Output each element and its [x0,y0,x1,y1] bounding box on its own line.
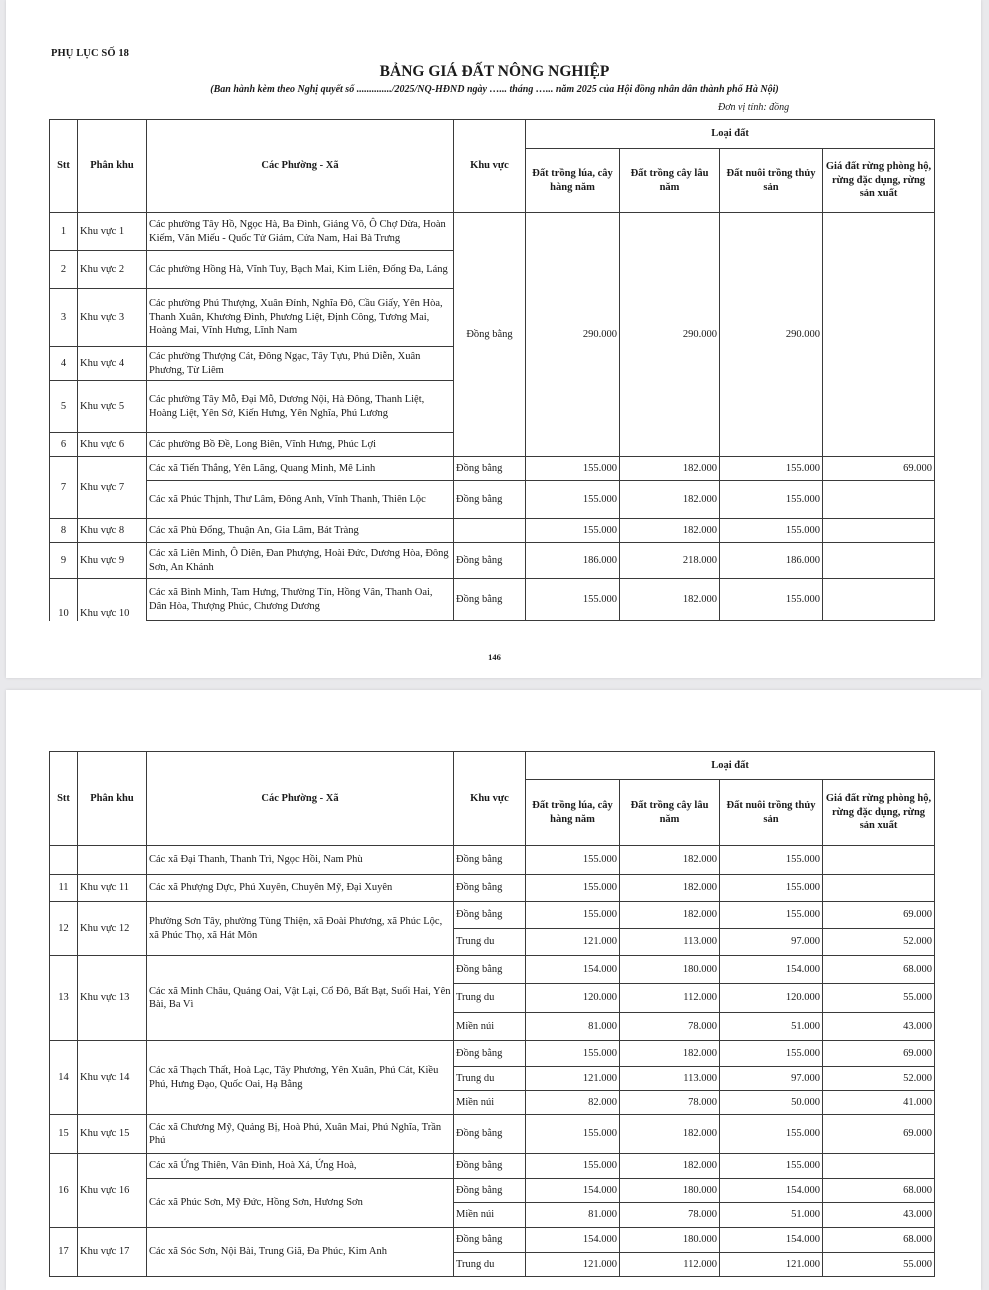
khu-vuc-cell: Đồng bằng [454,1179,526,1203]
price-rice-cell: 81.000 [526,1013,620,1041]
price-perennial-cell: 182.000 [620,1154,720,1179]
stt-cell: 4 [50,347,78,381]
khu-vuc-cell: Đồng bằng [454,457,526,481]
price-perennial-cell: 182.000 [620,846,720,875]
price-rice-cell: 155.000 [526,481,620,519]
wards-cell: Các xã Chương Mỹ, Quảng Bị, Hoà Phú, Xuân Mai, Phú Nghĩa, Trần Phú [147,1115,454,1154]
price-forest-cell: 68.000 [823,956,935,984]
phan-khu-cell: Khu vực 7 [78,457,147,519]
price-forest-cell [823,846,935,875]
land-price-table-page2 [49,751,935,1277]
price-forest-cell: 69.000 [823,1115,935,1154]
table-row [50,579,935,621]
price-perennial-cell: 112.000 [620,1253,720,1277]
khu-vuc-cell [454,519,526,543]
header-khu-vuc: Khu vực [454,120,526,213]
price-perennial-cell: 182.000 [620,1115,720,1154]
stt-cell: 2 [50,251,78,289]
wards-cell: Các xã Phúc Sơn, Mỹ Đức, Hồng Sơn, Hương Sơn [147,1179,454,1228]
price-aquaculture-cell: 155.000 [720,875,823,902]
header-rice-annual: Đất trồng lúa, cây hàng năm [526,149,620,213]
price-aquaculture-cell: 97.000 [720,929,823,956]
price-forest-cell [823,519,935,543]
unit-label: Đơn vị tính: đồng [718,102,790,113]
header-perennial: Đất trồng cây lâu năm [620,780,720,846]
phan-khu-cell: Khu vực 12 [78,902,147,956]
price-perennial-cell: 182.000 [620,579,720,621]
wards-cell: Các xã Phúc Thịnh, Thư Lâm, Đông Anh, Vĩnh Thanh, Thiên Lộc [147,481,454,519]
price-aquaculture-cell: 121.000 [720,1253,823,1277]
price-rice-cell: 81.000 [526,1203,620,1228]
price-forest-cell: 69.000 [823,902,935,929]
stt-cell: 3 [50,289,78,347]
header-stt: Stt [50,120,78,213]
table-header-row [50,752,935,780]
price-forest-cell [823,481,935,519]
price-rice-cell: 290.000 [526,213,620,457]
price-rice-cell: 155.000 [526,1115,620,1154]
document-title: BẢNG GIÁ ĐẤT NÔNG NGHIỆP [379,63,610,80]
phan-khu-cell: Khu vực 16 [78,1154,147,1228]
stt-cell: 11 [50,875,78,902]
wards-cell: Các xã Minh Châu, Quảng Oai, Vật Lại, Cổ Đô, Bất Bạt, Suối Hai, Yên Bài, Ba Vì [147,956,454,1041]
price-perennial-cell: 218.000 [620,543,720,579]
khu-vuc-cell: Đồng bằng [454,1154,526,1179]
table-row [50,1154,935,1179]
khu-vuc-cell: Đồng bằng [454,956,526,984]
price-perennial-cell: 180.000 [620,1228,720,1253]
land-price-table-page1 [49,119,935,621]
wards-cell: Các xã Phù Đổng, Thuận An, Gia Lâm, Bát Tràng [147,519,454,543]
phan-khu-cell: Khu vực 14 [78,1041,147,1115]
phan-khu-cell: Khu vực 15 [78,1115,147,1154]
khu-vuc-cell: Trung du [454,984,526,1013]
price-aquaculture-cell: 186.000 [720,543,823,579]
price-forest-cell: 52.000 [823,1067,935,1091]
khu-vuc-cell: Miền núi [454,1013,526,1041]
stt-cell: 5 [50,381,78,433]
table-row [50,1228,935,1253]
price-rice-cell: 155.000 [526,902,620,929]
stt-cell: 1 [50,213,78,251]
price-rice-cell: 121.000 [526,929,620,956]
wards-cell: Các xã Bình Minh, Tam Hưng, Thường Tín, Hồng Vân, Thanh Oai, Dân Hòa, Thượng Phúc, Chương Dương [147,579,454,621]
phan-khu-cell [78,846,147,875]
header-phan-khu: Phân khu [78,752,147,846]
price-perennial-cell: 113.000 [620,1067,720,1091]
price-aquaculture-cell: 50.000 [720,1091,823,1115]
table-row [50,875,935,902]
khu-vuc-cell: Đồng bằng [454,1041,526,1067]
price-forest-cell [823,579,935,621]
stt-cell: 9 [50,543,78,579]
appendix-label: PHỤ LỤC SỐ 18 [51,48,130,59]
price-rice-cell: 155.000 [526,457,620,481]
khu-vuc-cell: Đồng bằng [454,846,526,875]
wards-cell: Các xã Phượng Dực, Phú Xuyên, Chuyên Mỹ, Đại Xuyên [147,875,454,902]
price-perennial-cell: 112.000 [620,984,720,1013]
wards-cell: Các phường Hồng Hà, Vĩnh Tuy, Bạch Mai, Kim Liên, Đống Đa, Láng [147,251,454,289]
price-perennial-cell: 182.000 [620,875,720,902]
wards-cell: Phường Sơn Tây, phường Tùng Thiện, xã Đoài Phương, xã Phúc Lộc, xã Phúc Thọ, xã Hát Môn [147,902,454,956]
phan-khu-cell: Khu vực 2 [78,251,147,289]
table-row [50,457,935,481]
price-rice-cell: 82.000 [526,1091,620,1115]
price-aquaculture-cell: 154.000 [720,956,823,984]
khu-vuc-cell: Đồng bằng [454,481,526,519]
price-forest-cell: 68.000 [823,1179,935,1203]
price-aquaculture-cell: 155.000 [720,902,823,929]
price-rice-cell: 154.000 [526,1179,620,1203]
price-aquaculture-cell: 155.000 [720,481,823,519]
table-header-row [50,120,935,149]
stt-cell [50,846,78,875]
price-forest-cell: 43.000 [823,1203,935,1228]
wards-cell: Các phường Thượng Cát, Đông Ngạc, Tây Tựu, Phú Diễn, Xuân Phương, Từ Liêm [147,347,454,381]
price-aquaculture-cell: 120.000 [720,984,823,1013]
wards-cell: Các xã Tiến Thắng, Yên Lãng, Quang Minh, Mê Linh [147,457,454,481]
stt-cell: 17 [50,1228,78,1277]
khu-vuc-cell: Miền núi [454,1203,526,1228]
price-rice-cell: 155.000 [526,579,620,621]
khu-vuc-cell: Đồng bằng [454,1228,526,1253]
price-forest-cell [823,213,935,457]
price-aquaculture-cell: 155.000 [720,579,823,621]
page-number: 146 [488,652,501,662]
khu-vuc-cell: Trung du [454,1067,526,1091]
price-perennial-cell: 78.000 [620,1203,720,1228]
wards-cell: Các phường Phú Thượng, Xuân Đỉnh, Nghĩa Đô, Cầu Giấy, Yên Hòa, Thanh Xuân, Khương Đình, Phương Liệt, Định Công, Tương Mai, Hoàng Mai, Vĩnh Hưng, Lĩnh Nam [147,289,454,347]
header-loai-dat: Loại đất [526,752,935,780]
header-aquaculture: Đất nuôi trồng thủy sản [720,149,823,213]
phan-khu-cell: Khu vực 8 [78,519,147,543]
price-aquaculture-cell: 155.000 [720,1154,823,1179]
price-aquaculture-cell: 155.000 [720,846,823,875]
price-rice-cell: 155.000 [526,1041,620,1067]
price-forest-cell [823,1154,935,1179]
price-aquaculture-cell: 155.000 [720,1115,823,1154]
price-perennial-cell: 78.000 [620,1013,720,1041]
price-rice-cell: 186.000 [526,543,620,579]
phan-khu-cell: Khu vực 9 [78,543,147,579]
header-forest: Giá đất rừng phòng hộ, rừng đặc dụng, rừng sản xuất [823,780,935,846]
khu-vuc-cell: Đồng bằng [454,543,526,579]
price-forest-cell: 55.000 [823,984,935,1013]
price-forest-cell: 55.000 [823,1253,935,1277]
phan-khu-cell: Khu vực 1 [78,213,147,251]
table-row [50,1115,935,1154]
khu-vuc-cell: Đồng bằng [454,1115,526,1154]
price-forest-cell: 43.000 [823,1013,935,1041]
price-aquaculture-cell: 290.000 [720,213,823,457]
price-perennial-cell: 182.000 [620,457,720,481]
table-row [50,213,935,251]
khu-vuc-cell: Đồng bằng [454,875,526,902]
phan-khu-cell: Khu vực 3 [78,289,147,347]
price-rice-cell: 155.000 [526,519,620,543]
header-khu-vuc: Khu vực [454,752,526,846]
table-row [50,519,935,543]
price-rice-cell: 155.000 [526,1154,620,1179]
document-subtitle: (Ban hành kèm theo Nghị quyết số ............../2025/NQ-HĐND ngày …... tháng …... năm 2025 của Hội đồng nhân dân thành phố Hà Nội) [210,84,779,95]
header-stt: Stt [50,752,78,846]
wards-cell: Các xã Sóc Sơn, Nội Bài, Trung Giã, Đa Phúc, Kim Anh [147,1228,454,1277]
price-aquaculture-cell: 155.000 [720,519,823,543]
price-rice-cell: 120.000 [526,984,620,1013]
price-perennial-cell: 182.000 [620,1041,720,1067]
header-perennial: Đất trồng cây lâu năm [620,149,720,213]
price-perennial-cell: 180.000 [620,1179,720,1203]
price-forest-cell [823,543,935,579]
table-row [50,481,935,519]
header-aquaculture: Đất nuôi trồng thủy sản [720,780,823,846]
phan-khu-cell: Khu vực 11 [78,875,147,902]
price-rice-cell: 154.000 [526,956,620,984]
price-aquaculture-cell: 155.000 [720,457,823,481]
header-wards: Các Phường - Xã [147,752,454,846]
khu-vuc-cell: Đồng bằng [454,579,526,621]
header-loai-dat: Loại đất [526,120,935,149]
stt-cell: 8 [50,519,78,543]
khu-vuc-cell: Trung du [454,1253,526,1277]
price-aquaculture-cell: 154.000 [720,1179,823,1203]
price-perennial-cell: 182.000 [620,481,720,519]
price-forest-cell: 69.000 [823,1041,935,1067]
wards-cell: Các xã Liên Minh, Ô Diên, Đan Phượng, Hoài Đức, Dương Hòa, Đông Sơn, An Khánh [147,543,454,579]
price-aquaculture-cell: 154.000 [720,1228,823,1253]
wards-cell: Các xã Thạch Thất, Hoà Lạc, Tây Phương, Yên Xuân, Phú Cát, Kiều Phú, Hưng Đạo, Quốc Oai, Hạ Bằng [147,1041,454,1115]
table-row [50,846,935,875]
header-wards: Các Phường - Xã [147,120,454,213]
stt-cell: 12 [50,902,78,956]
price-perennial-cell: 180.000 [620,956,720,984]
price-aquaculture-cell: 51.000 [720,1203,823,1228]
price-rice-cell: 121.000 [526,1253,620,1277]
stt-cell: 13 [50,956,78,1041]
stt-cell: 16 [50,1154,78,1228]
phan-khu-cell: Khu vực 13 [78,956,147,1041]
price-rice-cell: 121.000 [526,1067,620,1091]
price-perennial-cell: 182.000 [620,519,720,543]
khu-vuc-cell: Miền núi [454,1091,526,1115]
stt-cell: 14 [50,1041,78,1115]
price-rice-cell: 155.000 [526,846,620,875]
wards-cell: Các phường Bồ Đề, Long Biên, Vĩnh Hưng, Phúc Lợi [147,433,454,457]
phan-khu-cell: Khu vực 6 [78,433,147,457]
header-forest: Giá đất rừng phòng hộ, rừng đặc dụng, rừng sản xuất [823,149,935,213]
phan-khu-cell: Khu vực 10 [78,579,147,621]
price-forest-cell: 52.000 [823,929,935,956]
price-forest-cell: 68.000 [823,1228,935,1253]
price-rice-cell: 154.000 [526,1228,620,1253]
phan-khu-cell: Khu vực 4 [78,347,147,381]
table-row [50,543,935,579]
price-forest-cell [823,875,935,902]
stt-cell: 10 [50,579,78,621]
table-row [50,1041,935,1067]
wards-cell: Các phường Tây Hồ, Ngọc Hà, Ba Đình, Giảng Võ, Ô Chợ Dừa, Hoàn Kiếm, Văn Miếu - Quốc Tử Giám, Cửa Nam, Hai Bà Trưng [147,213,454,251]
wards-cell: Các xã Đại Thanh, Thanh Trì, Ngọc Hồi, Nam Phù [147,846,454,875]
price-perennial-cell: 113.000 [620,929,720,956]
price-forest-cell: 69.000 [823,457,935,481]
price-perennial-cell: 290.000 [620,213,720,457]
price-forest-cell: 41.000 [823,1091,935,1115]
wards-cell: Các phường Tây Mỗ, Đại Mỗ, Dương Nội, Hà Đông, Thanh Liệt, Hoàng Liệt, Yên Sở, Kiến Hưng, Yên Nghĩa, Phú Lương [147,381,454,433]
price-perennial-cell: 78.000 [620,1091,720,1115]
phan-khu-cell: Khu vực 5 [78,381,147,433]
stt-cell: 6 [50,433,78,457]
wards-cell: Các xã Ứng Thiên, Vân Đình, Hoà Xá, Ứng Hoà, [147,1154,454,1179]
phan-khu-cell: Khu vực 17 [78,1228,147,1277]
table-row [50,956,935,984]
stt-cell: 15 [50,1115,78,1154]
khu-vuc-cell: Đồng bằng [454,213,526,457]
price-aquaculture-cell: 155.000 [720,1041,823,1067]
price-rice-cell: 155.000 [526,875,620,902]
table-row [50,1179,935,1203]
khu-vuc-cell: Trung du [454,929,526,956]
price-aquaculture-cell: 97.000 [720,1067,823,1091]
price-aquaculture-cell: 51.000 [720,1013,823,1041]
khu-vuc-cell: Đồng bằng [454,902,526,929]
header-rice-annual: Đất trồng lúa, cây hàng năm [526,780,620,846]
stt-cell: 7 [50,457,78,519]
table-row [50,902,935,929]
price-perennial-cell: 182.000 [620,902,720,929]
header-phan-khu: Phân khu [78,120,147,213]
